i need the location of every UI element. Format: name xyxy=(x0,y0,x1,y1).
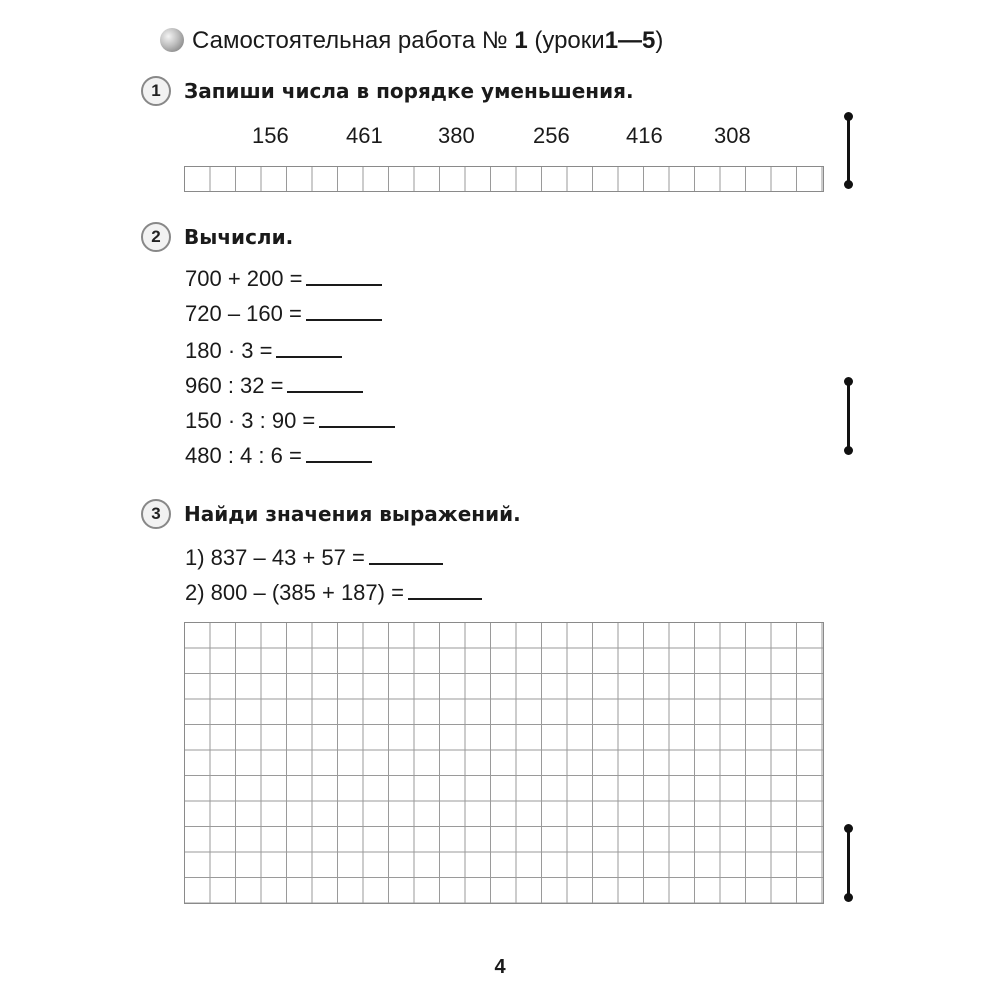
task-3-expression: 2) 800 – (385 + 187) = xyxy=(185,580,482,606)
score-marker-3-dot-top xyxy=(844,824,853,833)
task-2-expression: 960 : 32 = xyxy=(185,373,363,399)
score-marker-2-dot-bottom xyxy=(844,446,853,455)
title-lessons-prefix: (уроки xyxy=(534,27,605,54)
task-1-number: 156 xyxy=(252,123,289,148)
page-number: 4 xyxy=(494,956,506,978)
answer-blank[interactable] xyxy=(306,443,372,463)
answer-blank[interactable] xyxy=(319,408,395,428)
task-3-number-badge: 3 xyxy=(141,499,171,529)
task-2-expression: 700 + 200 = xyxy=(185,266,382,292)
answer-blank[interactable] xyxy=(276,338,342,358)
title-bullet-icon xyxy=(160,28,184,52)
answer-blank[interactable] xyxy=(306,301,382,321)
score-marker-1-dot-top xyxy=(844,112,853,121)
task-1-number: 416 xyxy=(626,123,663,148)
title-number: 1 xyxy=(514,27,528,54)
score-marker-3-line xyxy=(847,830,850,897)
answer-blank[interactable] xyxy=(408,580,482,600)
title-lessons-suffix: ) xyxy=(655,27,664,54)
score-marker-3-dot-bottom xyxy=(844,893,853,902)
answer-blank[interactable] xyxy=(369,545,443,565)
task-3-expression: 1) 837 – 43 + 57 = xyxy=(185,545,443,571)
task-2-expression: 480 : 4 : 6 = xyxy=(185,443,372,469)
title-main: Самостоятельная работа № xyxy=(192,27,508,54)
page-title xyxy=(192,26,663,56)
task-1-title: Запиши числа в порядке уменьшения. xyxy=(184,79,634,103)
title-lessons-range: 1—5 xyxy=(604,27,656,54)
score-marker-2-dot-top xyxy=(844,377,853,386)
task-1-number: 308 xyxy=(714,123,751,148)
task-1-number: 256 xyxy=(533,123,570,148)
answer-blank[interactable] xyxy=(287,373,363,393)
task-1-answer-cells[interactable] xyxy=(184,166,824,192)
task-2-expression: 150 · 3 : 90 = xyxy=(185,408,395,434)
score-marker-1-line xyxy=(847,116,850,183)
work-grid[interactable] xyxy=(184,622,824,904)
task-1-number: 461 xyxy=(346,123,383,148)
task-2-expression: 180 · 3 = xyxy=(185,338,342,364)
answer-blank[interactable] xyxy=(306,266,382,286)
score-marker-2-line xyxy=(847,383,850,450)
task-1-number-badge: 1 xyxy=(141,76,171,106)
task-1-number: 380 xyxy=(438,123,475,148)
task-2-number-badge: 2 xyxy=(141,222,171,252)
score-marker-1-dot-bottom xyxy=(844,180,853,189)
task-2-title: Вычисли. xyxy=(184,225,294,249)
task-3-title: Найди значения выражений. xyxy=(184,502,521,526)
task-2-expression: 720 – 160 = xyxy=(185,301,382,327)
